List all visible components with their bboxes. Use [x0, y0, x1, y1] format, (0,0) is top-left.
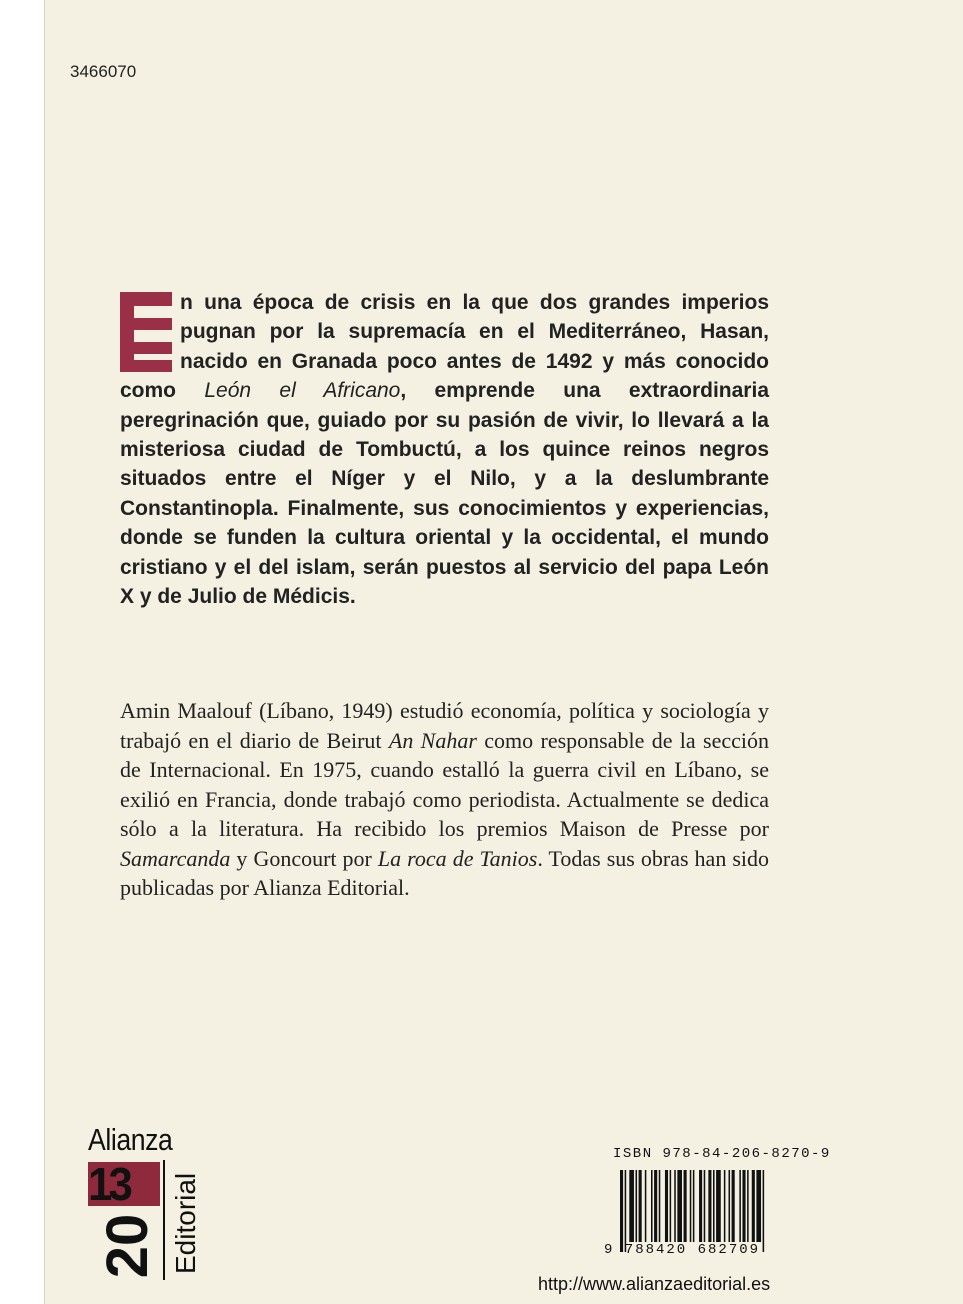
synopsis-text-2: , emprende una extraordinaria peregrinación que, guiado por su pasión de vivir, lo llevará a la misteriosa ciudad de Tombuctú, a los quince reinos negros situados entre el Níger y el Nilo, y a la deslumbrante Constantinopla. Finalmente, sus conocimientos y experiencias, donde se funden la cultura oriental y la occidental, el mundo cristiano y el del islam, serán puestos al servicio del papa León X y de Julio de Médicis. — [120, 379, 769, 609]
barcode-bar — [693, 1170, 695, 1242]
bio-text-2: como responsable de la sección de Internacional. En 1975, cuando estalló la guerra civil en Líbano, se exilió en Francia, donde trabajó como periodista. Actualmente se dedica sólo a la literatura. Ha recibido los premios Maison de Presse por — [120, 727, 770, 841]
barcode-bar — [742, 1170, 745, 1242]
bio-book-2: La roca de Tanios — [377, 845, 538, 871]
barcode-bar — [763, 1170, 765, 1252]
barcode-bar — [651, 1170, 653, 1242]
barcode-bar — [645, 1170, 647, 1242]
bio-text-4: . Todas sus obras han sido publicadas por Alianza Editorial. — [120, 845, 770, 900]
barcode-bar — [665, 1170, 668, 1242]
barcode-bar — [732, 1170, 735, 1242]
barcode-bar — [713, 1170, 715, 1242]
publisher-website: http://www.alianzaeditorial.es — [538, 1274, 771, 1294]
publisher-logo-divider — [163, 1160, 165, 1280]
barcode-bar — [704, 1170, 706, 1242]
barcode-bar — [670, 1170, 672, 1242]
barcode-bar — [654, 1170, 657, 1242]
barcode-bar — [639, 1170, 642, 1242]
bio-text-1: Amin Maalouf (Líbano, 1949) estudió economía, política y sociología y trabajó en el diario de Beirut — [120, 698, 769, 753]
publisher-logo-editorial: Editorial — [170, 1172, 201, 1274]
barcode — [620, 1170, 815, 1252]
barcode-digits: 9 788420 682709 — [604, 1242, 761, 1258]
publisher-logo-word: Alianza — [88, 1122, 173, 1157]
barcode-bar — [629, 1170, 634, 1242]
bio-text-3: y Goncourt por — [230, 845, 378, 871]
barcode-bar — [724, 1170, 726, 1242]
barcode-bar — [636, 1170, 638, 1242]
isbn-label: ISBN 978-84-206-8270-9 — [613, 1146, 831, 1162]
publisher-logo-number-bottom: 20 — [95, 1213, 160, 1279]
barcode-bar — [729, 1170, 731, 1242]
barcode-bar — [625, 1170, 627, 1252]
barcode-bar — [659, 1170, 661, 1242]
barcode-bar — [708, 1170, 711, 1242]
author-bio — [120, 696, 769, 903]
synopsis — [120, 288, 769, 611]
bio-book-1: Samarcanda — [120, 845, 231, 871]
drop-cap-initial — [120, 292, 172, 372]
barcode-bar — [747, 1170, 749, 1242]
barcode-bar — [739, 1170, 741, 1242]
synopsis-text-1: n una época de crisis en la que dos grandes imperios pugnan por la supremacía en el Mediterráneo, Hasan, nacido en Granada poco antes de 1492 y más conocido como — [120, 291, 769, 403]
book-back-cover — [44, 0, 963, 1304]
barcode-bar — [620, 1170, 623, 1252]
barcode-bar — [684, 1170, 687, 1242]
barcode-bar — [756, 1170, 761, 1242]
barcode-bar — [674, 1170, 676, 1242]
barcode-bar — [677, 1170, 682, 1242]
bio-newspaper: An Nahar — [388, 727, 477, 753]
barcode-bar — [752, 1170, 755, 1242]
catalog-number: 3466070 — [70, 62, 137, 81]
publisher-logo-number-top: 13 — [88, 1162, 160, 1206]
barcode-bar — [690, 1170, 692, 1242]
synopsis-title: León el Africano — [204, 379, 401, 403]
barcode-bar — [716, 1170, 721, 1242]
barcode-bar — [699, 1170, 702, 1242]
